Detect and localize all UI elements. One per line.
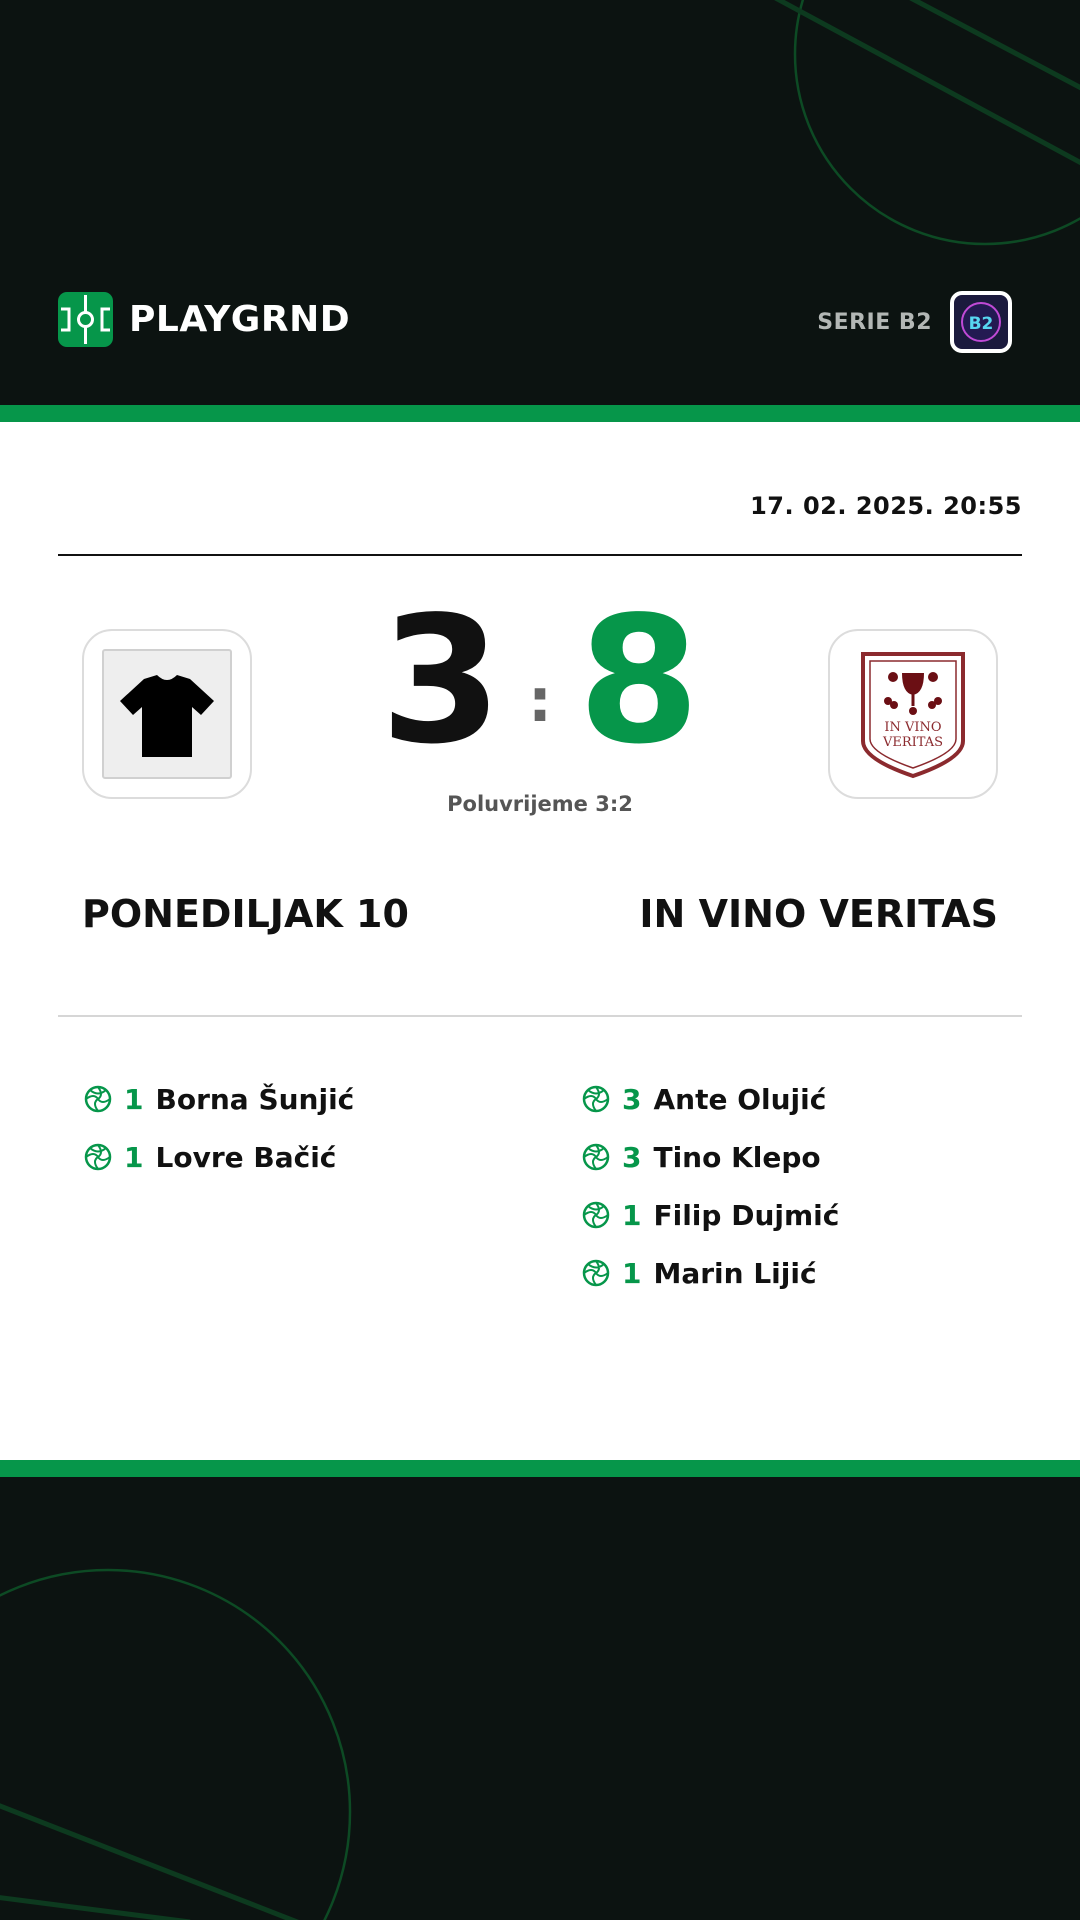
scorer-row bbox=[84, 1128, 354, 1186]
scorer-row bbox=[582, 1070, 839, 1128]
ball-icon bbox=[84, 1143, 112, 1171]
scorer-name: Ante Olujić bbox=[653, 1082, 827, 1116]
ball-icon bbox=[582, 1259, 610, 1287]
pitch-icon bbox=[58, 292, 113, 347]
home-team-name: PONEDILJAK 10 bbox=[82, 892, 409, 936]
away-scorers-list bbox=[582, 1070, 839, 1302]
scorer-goals: 1 bbox=[124, 1140, 144, 1174]
ball-icon bbox=[84, 1085, 112, 1113]
scorer-goals: 1 bbox=[124, 1082, 144, 1116]
score-separator: : bbox=[528, 666, 552, 736]
scorer-name: Tino Klepo bbox=[653, 1140, 821, 1174]
halftime-score: Poluvrijeme 3:2 bbox=[447, 792, 633, 816]
ball-icon bbox=[582, 1085, 610, 1113]
accent-stripe-top bbox=[0, 405, 1080, 422]
league-info bbox=[817, 291, 1012, 353]
scorer-goals: 1 bbox=[622, 1256, 642, 1290]
away-team-name: IN VINO VERITAS bbox=[639, 892, 998, 936]
away-score: 8 bbox=[578, 580, 700, 783]
divider bbox=[58, 1015, 1022, 1017]
scorer-name: Filip Dujmić bbox=[653, 1198, 840, 1232]
away-team-crest bbox=[828, 629, 998, 799]
wine-shield-crest bbox=[858, 649, 968, 779]
svg-text:IN VINO: IN VINO bbox=[884, 720, 942, 735]
scorer-row bbox=[582, 1244, 839, 1302]
accent-stripe-bottom bbox=[0, 1460, 1080, 1477]
scorer-row bbox=[582, 1128, 839, 1186]
divider bbox=[58, 554, 1022, 556]
svg-text:B2: B2 bbox=[968, 314, 994, 334]
pitch-lines-decoration bbox=[0, 1477, 1080, 1920]
league-name: SERIE B2 bbox=[817, 309, 932, 335]
league-badge-icon bbox=[950, 291, 1012, 353]
scorer-goals: 1 bbox=[622, 1198, 642, 1232]
svg-text:VERITAS: VERITAS bbox=[882, 735, 944, 750]
scorer-goals: 3 bbox=[622, 1140, 642, 1174]
scorer-row bbox=[582, 1186, 839, 1244]
match-datetime: 17. 02. 2025. 20:55 bbox=[750, 492, 1022, 520]
scorer-name: Marin Lijić bbox=[653, 1256, 817, 1290]
scorer-row bbox=[84, 1070, 354, 1128]
home-score: 3 bbox=[380, 580, 502, 783]
home-scorers-list bbox=[84, 1070, 354, 1186]
scorer-name: Borna Šunjić bbox=[155, 1082, 355, 1116]
scorer-goals: 3 bbox=[622, 1082, 642, 1116]
brand bbox=[58, 291, 350, 347]
ball-icon bbox=[582, 1201, 610, 1229]
scorer-name: Lovre Bačić bbox=[155, 1140, 337, 1174]
header-area bbox=[0, 0, 1080, 405]
brand-name: PLAYGRND bbox=[129, 298, 351, 340]
match-card bbox=[0, 422, 1080, 1460]
ball-icon bbox=[582, 1143, 610, 1171]
